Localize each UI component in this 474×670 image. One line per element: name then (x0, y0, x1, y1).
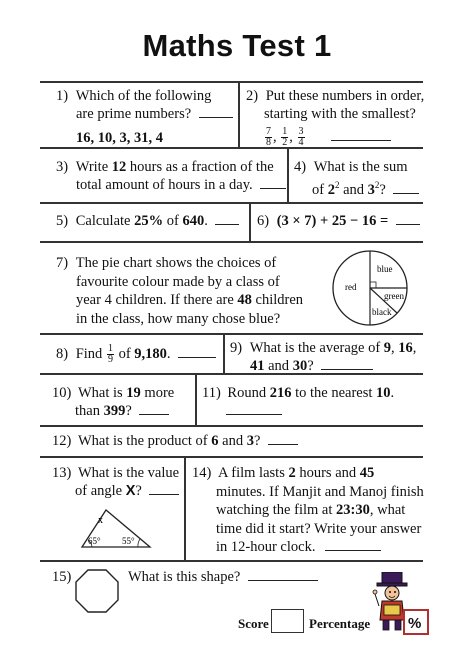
question-4: 4) What is the sum of $2^2$ and $3^2$? (294, 158, 419, 199)
answer-blank[interactable] (149, 494, 179, 495)
mascot-icon (370, 572, 430, 636)
pie-label-red: red (345, 282, 357, 292)
question-10: 10) What is 19 more than 399? (52, 385, 175, 419)
angle-arc (138, 539, 140, 547)
column-divider (184, 456, 186, 560)
answer-blank[interactable] (331, 140, 391, 141)
page-title: Maths Test 1 (142, 28, 332, 63)
row-divider (40, 456, 423, 458)
question-12: 12) What is the product of 6 and 3? (52, 432, 298, 450)
question-3: 3) Write 12 hours as a fraction of the total amount of hours in a day. (56, 158, 286, 194)
question-number: 13) (52, 465, 72, 481)
answer-blank[interactable] (178, 357, 216, 358)
fraction: $\frac{1}{9}$ (107, 343, 113, 365)
answer-blank[interactable] (260, 188, 286, 189)
row-divider (40, 241, 423, 243)
question-number: 3) (56, 159, 69, 175)
question-number: 14) (192, 465, 212, 481)
question-text: Which of the following (75, 88, 212, 104)
answer-blank[interactable] (215, 224, 239, 225)
fraction: $\frac{7}{8}$ (266, 126, 271, 148)
question-8: 8) Find $\frac{1}{9}$ of 9,180. (56, 344, 216, 365)
percent-sign: % (408, 615, 422, 632)
question-text: starting with the smallest? (264, 106, 416, 122)
question-number: 4) (294, 159, 307, 175)
pie-label-green: green (384, 291, 404, 301)
triangle-diagram (80, 508, 152, 550)
question-15-number: 15) (52, 569, 72, 585)
column-divider (223, 333, 225, 373)
answer-blank[interactable] (396, 224, 420, 225)
fraction: $\frac{3}{4}$ (298, 126, 304, 148)
question-9: 9) What is the average of 9, 16, 41 and 30? (230, 340, 417, 374)
question-5: 5) Calculate 25% of 640. (56, 212, 239, 230)
pie-chart (330, 248, 410, 328)
question-number: 2) (246, 88, 259, 104)
question-number: 8) (56, 345, 69, 362)
prime-candidates: 16, 10, 3, 31, 4 (76, 130, 163, 146)
score-box[interactable] (271, 609, 304, 633)
question-number: 12) (52, 433, 72, 449)
angle-55-label: 55° (122, 536, 135, 546)
question-number: 10) (52, 385, 72, 401)
question-number: 9) (230, 340, 243, 356)
column-divider (287, 147, 289, 202)
row-divider (40, 202, 423, 204)
column-divider (195, 373, 197, 425)
angle-65-label: 65° (88, 536, 101, 546)
answer-blank[interactable] (393, 193, 419, 194)
question-number: 5) (56, 213, 69, 229)
question-11: 11) Round 216 to the nearest 10. (202, 384, 394, 420)
question-number: 11) (202, 385, 221, 401)
answer-blank[interactable] (268, 444, 298, 445)
row-divider (40, 425, 423, 427)
percentage-label: Percentage (309, 616, 371, 631)
question-13: 13) What is the value of angle X? (52, 465, 180, 499)
row-divider (40, 560, 423, 562)
question-number: 1) (56, 88, 69, 104)
question-7: 7) The pie chart shows the choices of favourite colour made by a class of year 4 children. If there are 48 children in the class, how many chose blue? (56, 255, 304, 327)
octagon-shape (74, 568, 120, 614)
answer-blank[interactable] (139, 414, 169, 415)
answer-blank[interactable] (199, 117, 233, 118)
fraction-list: $\frac{7}{8}$ , $\frac{1}{2}$ , $\frac{3}{4}$ (266, 126, 304, 148)
question-text: are prime numbers? (76, 106, 192, 122)
pie-label-blue: blue (377, 264, 393, 274)
column-divider (238, 81, 240, 147)
answer-blank[interactable] (321, 369, 373, 370)
answer-blank[interactable] (226, 414, 282, 415)
question-15: What is this shape? (128, 568, 318, 586)
row-divider (40, 333, 423, 335)
column-divider (249, 202, 251, 241)
question-number: 7) (56, 255, 69, 271)
question-2 (246, 87, 424, 148)
question-6: 6) (3 × 7) + 25 − 16 = (257, 212, 420, 230)
answer-blank[interactable] (325, 550, 381, 551)
score-label: Score (238, 616, 269, 631)
question-text: Put these numbers in order, (265, 88, 425, 104)
pie-label-black: black (372, 307, 392, 317)
question-1 (56, 87, 233, 147)
angle-x-label: x (98, 515, 103, 526)
question-14: 14) A film lasts 2 hours and 45 minutes. If Manjit and Manoj finish watching the film at 23:30, what time did it start? Write your answer in 12-hour clock. (192, 465, 424, 555)
question-number: 6) (257, 213, 270, 229)
fraction: $\frac{1}{2}$ (282, 126, 288, 148)
answer-blank[interactable] (248, 580, 318, 581)
